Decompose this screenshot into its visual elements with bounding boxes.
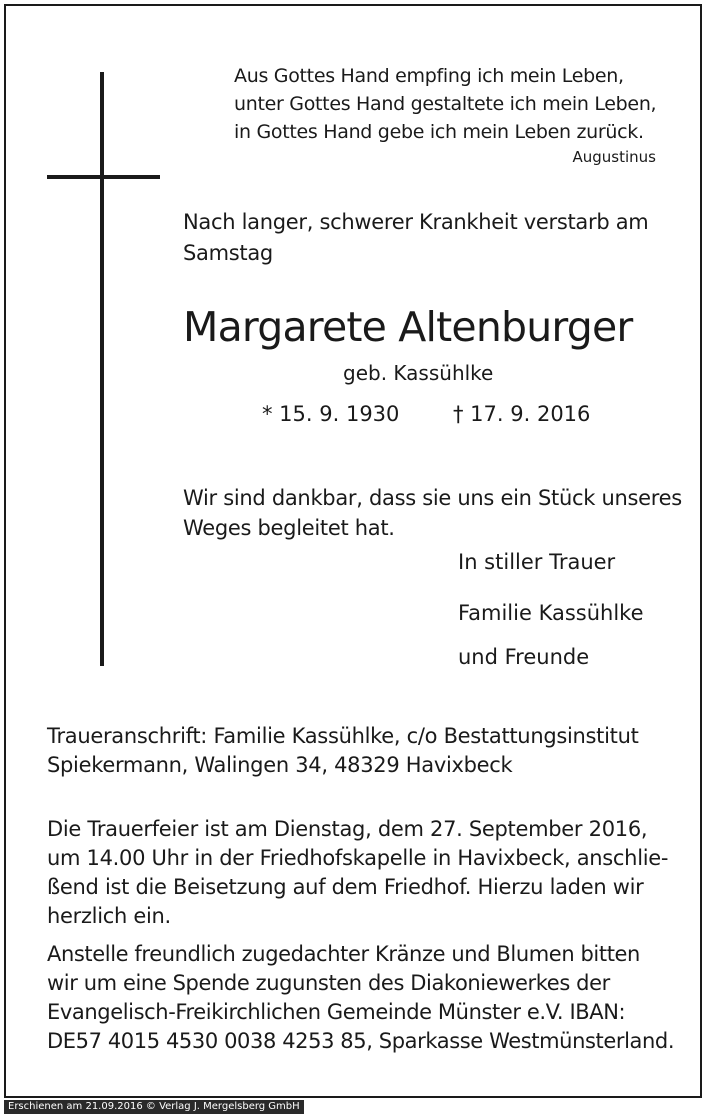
family-line: Familie Kassühlke bbox=[458, 601, 644, 625]
thanks-line: Wir sind dankbar, dass sie uns ein Stück unseres bbox=[183, 486, 682, 510]
birth-date: * 15. 9. 1930 bbox=[262, 402, 400, 426]
cross-icon bbox=[100, 72, 104, 666]
quote-line: unter Gottes Hand gestaltete ich mein Leben, bbox=[234, 93, 657, 115]
ceremony-line: herzlich ein. bbox=[47, 904, 171, 928]
deceased-name: Margarete Altenburger bbox=[183, 303, 633, 351]
death-date: † 17. 9. 2016 bbox=[453, 402, 591, 426]
intro-line: Nach langer, schwerer Krankheit verstarb am bbox=[183, 210, 649, 234]
quote-block bbox=[234, 62, 656, 146]
thanks-line: Weges begleitet hat. bbox=[183, 516, 395, 540]
grief-line: In stiller Trauer bbox=[458, 550, 616, 574]
ceremony-line: Die Trauerfeier ist am Dienstag, dem 27. September 2016, bbox=[47, 817, 648, 841]
donation-line: Evangelisch-Freikirchlichen Gemeinde Münster e.V. IBAN: bbox=[47, 1000, 626, 1024]
address-line: Traueranschrift: Familie Kassühlke, c/o Bestattungsinstitut bbox=[47, 724, 639, 748]
address-line: Spiekermann, Walingen 34, 48329 Havixbeck bbox=[47, 753, 513, 777]
quote-line: in Gottes Hand gebe ich mein Leben zurück. bbox=[234, 121, 644, 143]
donation-line: wir um eine Spende zugunsten des Diakoniewerkes der bbox=[47, 971, 610, 995]
thanks-text bbox=[183, 483, 682, 543]
ceremony-info bbox=[47, 815, 668, 931]
ceremony-line: ßend ist die Beisetzung auf dem Friedhof. Hierzu laden wir bbox=[47, 875, 644, 899]
mourning-address bbox=[47, 722, 639, 780]
intro-line: Samstag bbox=[183, 241, 273, 265]
cross-icon-bar bbox=[47, 175, 160, 179]
donation-line: Anstelle freundlich zugedachter Kränze und Blumen bitten bbox=[47, 942, 640, 966]
donation-line: DE57 4015 4530 0038 4253 85, Sparkasse Westmünsterland. bbox=[47, 1029, 675, 1053]
donation-info bbox=[47, 940, 674, 1056]
publication-footer: Erschienen am 21.09.2016 © Verlag J. Mergelsberg GmbH bbox=[4, 1100, 304, 1114]
family-line: und Freunde bbox=[458, 645, 590, 669]
maiden-name: geb. Kassühlke bbox=[343, 361, 494, 385]
quote-author: Augustinus bbox=[572, 148, 656, 166]
ceremony-line: um 14.00 Uhr in der Friedhofskapelle in Havixbeck, anschlie- bbox=[47, 846, 669, 870]
quote-line: Aus Gottes Hand empfing ich mein Leben, bbox=[234, 65, 624, 87]
intro-text bbox=[183, 207, 648, 269]
